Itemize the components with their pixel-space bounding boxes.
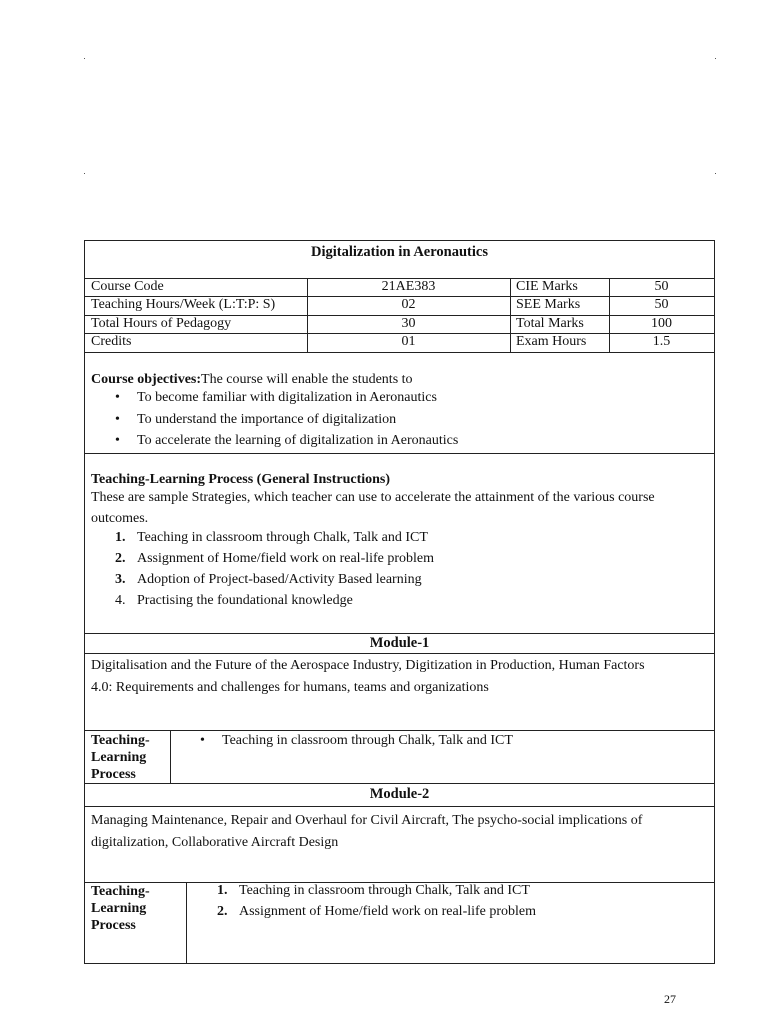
row-label: Total Hours of Pedagogy	[91, 316, 232, 331]
corner-mark	[84, 173, 85, 174]
module-1-title: Module-1	[369, 635, 430, 651]
module-1-tlp-item: • Teaching in classroom through Chalk, Talk and ICT	[222, 732, 513, 750]
row-value: 100	[651, 316, 672, 331]
module-1-tlp-label: Teaching- Learning Process	[91, 733, 150, 782]
module-2-title: Module-2	[369, 786, 430, 802]
objectives-intro-line	[91, 371, 413, 389]
tlp-description: These are sample Strategies, which teacher can use to accelerate the attainment of the various course	[91, 490, 655, 505]
row-label: Teaching Hours/Week (L:T:P: S)	[91, 297, 276, 312]
module-2-content: Managing Maintenance, Repair and Overhaul for Civil Aircraft, The psycho-social implications of digitalization, Collaborative Aircraft Design	[91, 813, 643, 850]
row-value: 01	[401, 334, 416, 349]
row-label: SEE Marks	[516, 297, 581, 312]
objectives-heading: Course objectives:	[91, 372, 202, 387]
page-number: 27	[664, 992, 676, 1006]
course-title: Digitalization in Aeronautics	[311, 244, 488, 260]
row-value: 21AE383	[381, 279, 436, 294]
tlp-item: 4. Practising the foundational knowledge	[115, 593, 353, 608]
tlp-heading: Teaching-Learning Process (General Instructions)	[91, 472, 391, 487]
tlp-description: outcomes.	[91, 511, 149, 526]
row-label: Total Marks	[516, 316, 584, 331]
row-label: Exam Hours	[516, 334, 587, 349]
row-label: Credits	[91, 334, 132, 349]
row-value: 50	[654, 279, 669, 294]
tlp-item: 3. Adoption of Project-based/Activity Based learning	[115, 572, 422, 587]
syllabus-table	[84, 240, 715, 964]
corner-mark	[715, 58, 716, 59]
objective-item: • To understand the importance of digitalization	[137, 411, 396, 429]
corner-mark	[715, 173, 716, 174]
corner-mark	[84, 58, 85, 59]
row-value: 1.5	[652, 334, 671, 349]
module-1-content: Digitalisation and the Future of the Aerospace Industry, Digitization in Production, Human Factors 4.0: Requirements and challenges for humans, teams and organizations	[91, 658, 645, 695]
row-value: 50	[654, 297, 669, 312]
objective-item: • To become familiar with digitalization in Aeronautics	[137, 389, 437, 407]
module-2-tlp-item: 1. Teaching in classroom through Chalk, Talk and ICT	[217, 883, 530, 898]
tlp-item: 2. Assignment of Home/field work on real-life problem	[115, 551, 435, 566]
row-label: CIE Marks	[516, 279, 578, 294]
row-label: Course Code	[91, 279, 164, 294]
tlp-item: 1. Teaching in classroom through Chalk, Talk and ICT	[115, 530, 428, 545]
objective-item: • To accelerate the learning of digitalization in Aeronautics	[137, 432, 458, 450]
module-2-tlp-label: Teaching- Learning Process	[91, 884, 150, 933]
module-2-tlp-item: 2. Assignment of Home/field work on real-life problem	[217, 904, 537, 919]
row-value: 30	[401, 316, 416, 331]
objectives-intro: The course will enable the students to	[201, 372, 413, 387]
row-value: 02	[401, 297, 416, 312]
